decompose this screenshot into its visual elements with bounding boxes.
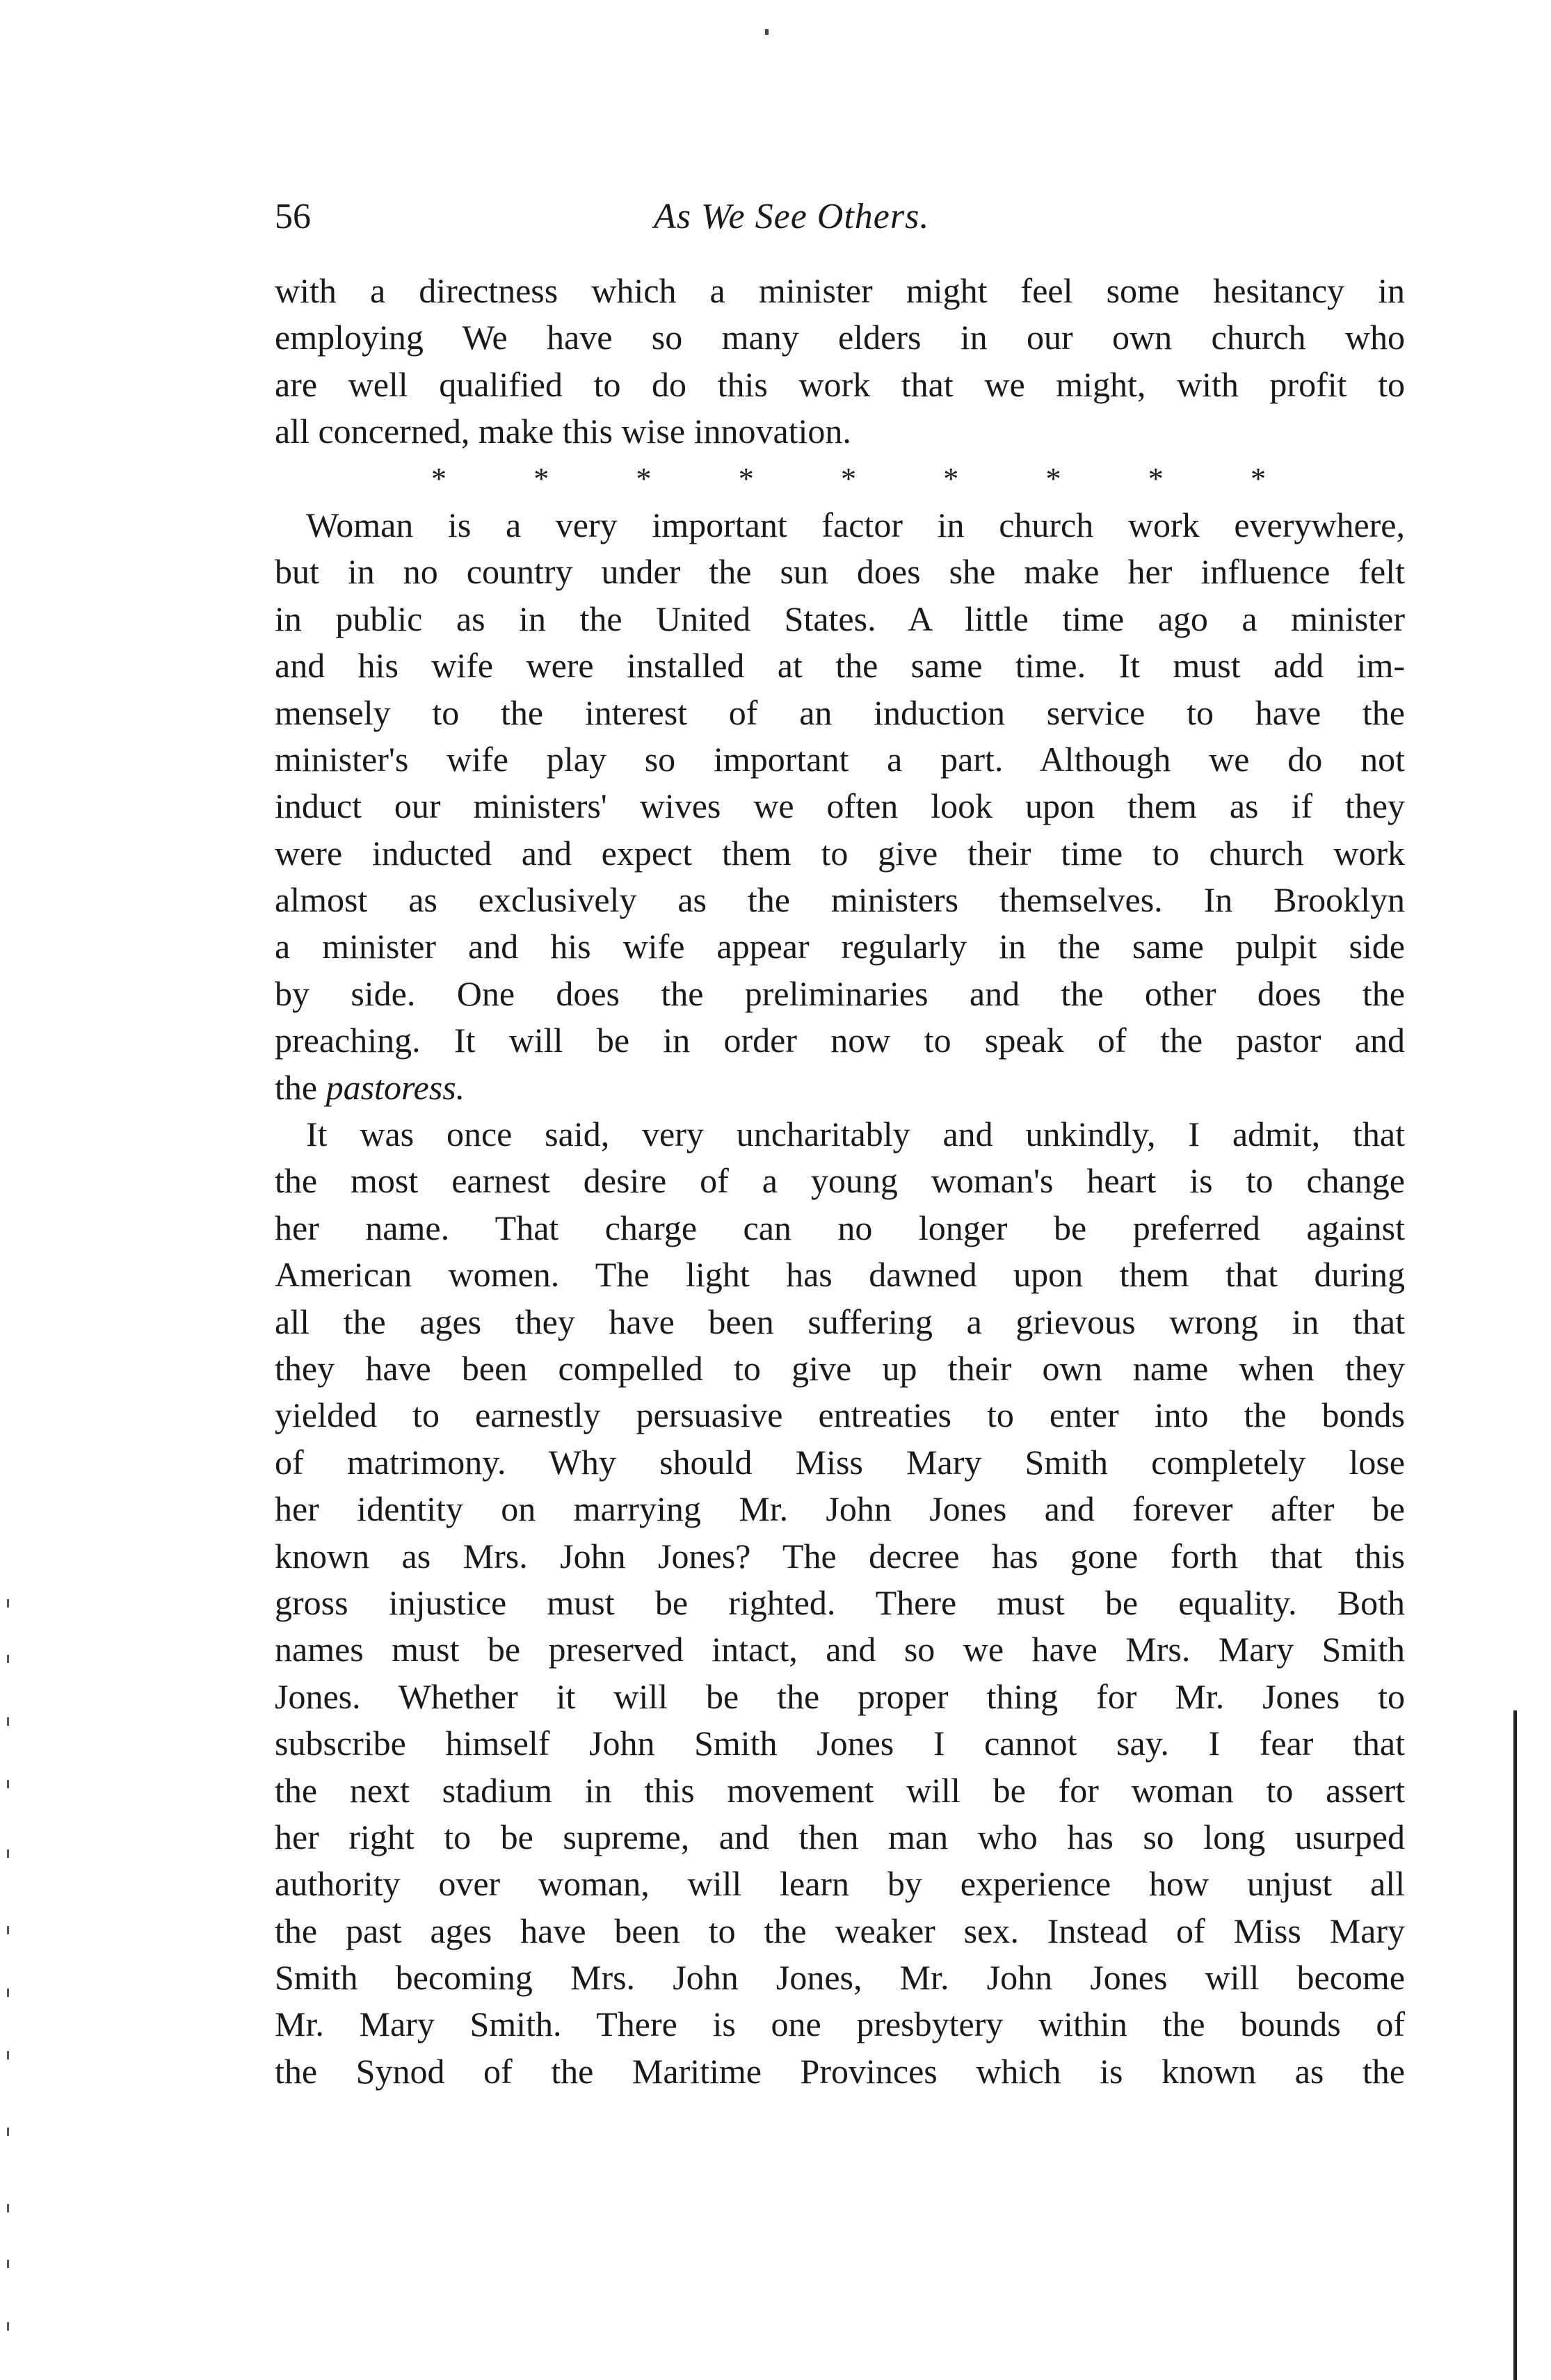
text-line: almost as exclusively as the ministers themselves. In Brooklyn [275, 880, 1405, 920]
asterisk: * [738, 461, 754, 496]
margin-tick [7, 1989, 9, 1997]
text-line: the Synod of the Maritime Provinces which is known as the [275, 2051, 1405, 2091]
text-line: Mr. Mary Smith. There is one presbytery within the bounds of [275, 2005, 1405, 2044]
asterisk: * [431, 461, 447, 496]
margin-tick [7, 1599, 9, 1608]
text-line: in public as in the United States. A little time ago a minister [275, 599, 1405, 638]
text-line: all concerned, make this wise innovation. [275, 412, 851, 451]
text-line: subscribe himself John Smith Jones I cannot say. I fear that [275, 1724, 1405, 1763]
text-line: the most earnest desire of a young woman's heart is to change [275, 1161, 1405, 1201]
asterisk: * [943, 461, 959, 496]
asterisk: * [533, 461, 549, 496]
text-line: by side. One does the preliminaries and the other does the [275, 973, 1405, 1013]
text-line: yielded to earnestly persuasive entreaties to enter into the bonds [275, 1395, 1405, 1435]
text-line: they have been compelled to give up their own name when they [275, 1348, 1405, 1388]
text-line: are well qualified to do this work that we might, with profit to [275, 364, 1405, 404]
asterisk: * [1148, 461, 1164, 496]
text-line: the past ages have been to the weaker sex. Instead of Miss Mary [275, 1911, 1405, 1950]
running-title: As We See Others. [654, 197, 930, 236]
text-line: a minister and his wife appear regularly in the same pulpit side [275, 927, 1405, 966]
margin-tick [7, 1849, 9, 1858]
text-line: employing We have so many elders in our own church who [275, 318, 1405, 357]
text-line: with a directness which a minister might feel some hesitancy in [275, 271, 1405, 310]
text-line: It was once said, very uncharitably and unkindly, I admit, that [306, 1115, 1405, 1154]
margin-tick [7, 2322, 9, 2331]
text-line: gross injustice must be righted. There must be equality. Both [275, 1582, 1405, 1622]
text-line: but in no country under the sun does she make her influence felt [275, 552, 1405, 592]
speck-mark [765, 29, 769, 35]
paragraph-1 [275, 268, 1405, 455]
text-line: Woman is a very important factor in church work everywhere, [306, 505, 1405, 544]
asterisk: * [1251, 461, 1266, 496]
text-line: all the ages they have been suffering a grievous wrong in that [275, 1302, 1405, 1341]
text-line: mensely to the interest of an induction service to have the [275, 693, 1405, 732]
margin-tick [7, 2204, 9, 2212]
page-number: 56 [275, 197, 311, 236]
body-text [275, 268, 1405, 2095]
text-line: her name. That charge can no longer be preferred against [275, 1208, 1405, 1247]
margin-tick [7, 1780, 9, 1788]
paragraph-2-last-prefix: the [275, 1067, 326, 1107]
text-line: induct our ministers' wives we often look upon them as if they [275, 786, 1405, 826]
page-header [275, 196, 1415, 245]
text-line: and his wife were installed at the same time. It must add im- [275, 646, 1405, 686]
left-margin-marks [7, 1599, 14, 2364]
text-line: Smith becoming Mrs. John Jones, Mr. John Jones will become [275, 1958, 1405, 1998]
margin-tick [7, 2260, 9, 2268]
text-line: the next stadium in this movement will be for woman to assert [275, 1770, 1405, 1810]
right-edge-line [1513, 1710, 1517, 2380]
text-line: authority over woman, will learn by experience how unjust all [275, 1864, 1405, 1904]
margin-tick [7, 1717, 9, 1726]
text-line: her identity on marrying Mr. John Jones and forever after be [275, 1489, 1405, 1529]
paragraph-2 [275, 502, 1405, 1064]
text-line: known as Mrs. John Jones? The decree has gone forth that this [275, 1536, 1405, 1576]
margin-tick [7, 2128, 9, 2136]
text-line: minister's wife play so important a part. Although we do not [275, 739, 1405, 779]
paragraph-2-last-line [275, 1064, 1405, 1111]
margin-tick [7, 1926, 9, 1934]
asterisk: * [841, 461, 856, 496]
text-line: of matrimony. Why should Miss Mary Smith completely lose [275, 1442, 1405, 1482]
text-line: were inducted and expect them to give their time to church work [275, 833, 1405, 873]
text-line: names must be preserved intact, and so we have Mrs. Mary Smith [275, 1630, 1405, 1669]
text-line: American women. The light has dawned upon them that during [275, 1255, 1405, 1295]
asterisk: * [1045, 461, 1061, 496]
text-line: her right to be supreme, and then man who has so long usurped [275, 1817, 1405, 1856]
asterisk: * [636, 461, 652, 496]
margin-tick [7, 2051, 9, 2059]
text-line: Jones. Whether it will be the proper thing for Mr. Jones to [275, 1676, 1405, 1716]
asterisk-separator [275, 455, 1405, 502]
paragraph-3 [275, 1111, 1405, 2095]
pastoress-italic: pastoress. [326, 1067, 465, 1107]
margin-tick [7, 1655, 9, 1663]
text-line: preaching. It will be in order now to speak of the pastor and [275, 1021, 1405, 1060]
